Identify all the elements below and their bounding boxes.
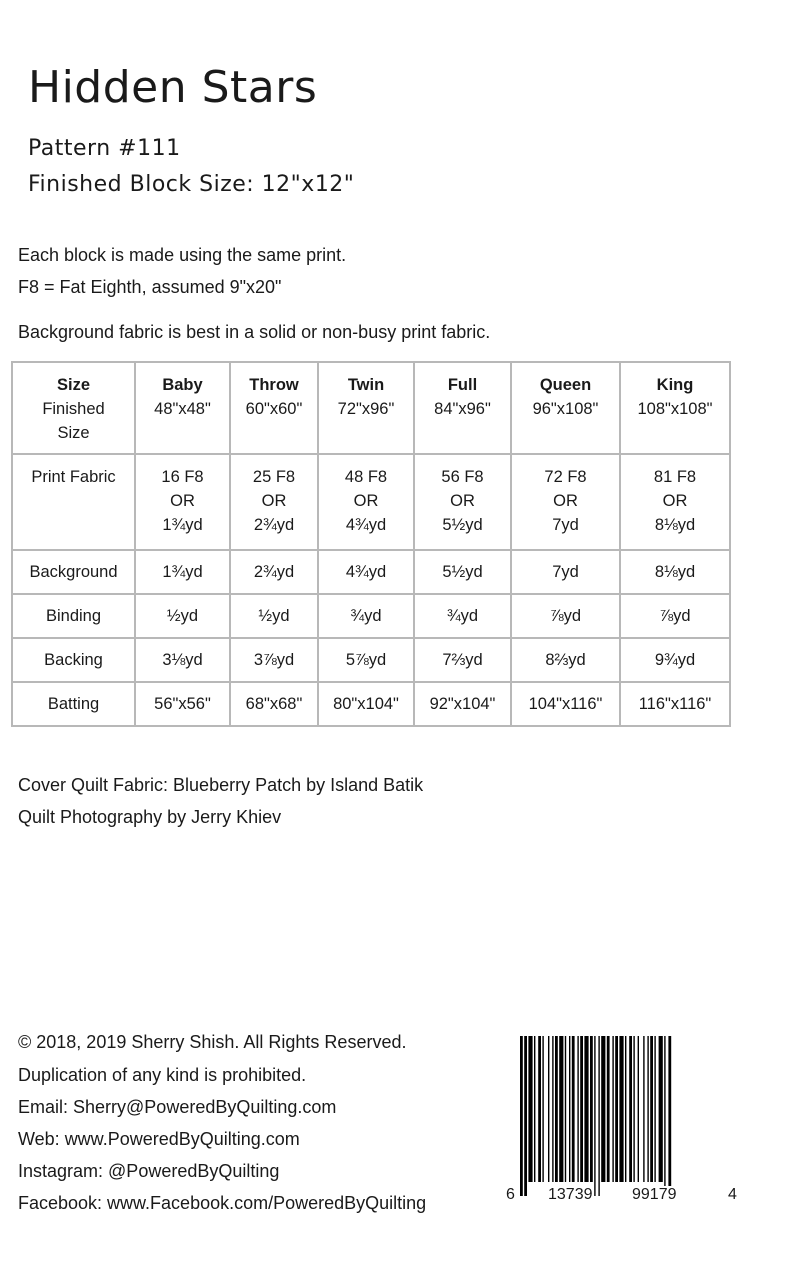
yardage: 5½yd: [442, 516, 483, 534]
facebook-contact: Facebook: www.Facebook.com/PoweredByQuilting: [18, 1193, 427, 1213]
barcode-right-digits: 99179: [632, 1186, 677, 1203]
column-header-baby: [135, 362, 230, 454]
table-cell: 8⅛yd: [620, 550, 730, 594]
column-name: Full: [447, 376, 478, 394]
column-name: Throw: [249, 376, 299, 394]
row-label: Binding: [12, 594, 135, 638]
cover-fabric-credit: Cover Quilt Fabric: Blueberry Patch by Island Batik: [18, 775, 424, 795]
or-text: OR: [450, 492, 475, 510]
barcode-bar: [615, 1036, 618, 1182]
print-fabric-row: [12, 454, 730, 550]
table-cell: 80"x104": [318, 682, 414, 726]
barcode-lead-digit: 6: [506, 1186, 515, 1203]
column-header-queen: [511, 362, 620, 454]
print-fabric-cell: [135, 454, 230, 550]
upc-barcode: [518, 1036, 716, 1196]
barcode-bar: [572, 1036, 575, 1182]
column-name: Twin: [347, 376, 385, 394]
barcode-bar: [601, 1036, 605, 1182]
barcode-bar: [647, 1036, 648, 1182]
table-cell: 92"x104": [414, 682, 511, 726]
f8-count: 48 F8: [344, 468, 388, 486]
table-cell: 9¾yd: [620, 638, 730, 682]
background-row: [12, 550, 730, 594]
column-name: Baby: [162, 376, 203, 394]
column-name: Queen: [539, 376, 592, 394]
table-cell: 56"x56": [135, 682, 230, 726]
row-label: Background: [12, 550, 135, 594]
or-text: OR: [170, 492, 195, 510]
size-header-title: Size: [56, 376, 91, 394]
table-cell: 5⅞yd: [318, 638, 414, 682]
or-text: OR: [261, 492, 287, 510]
barcode-bar: [569, 1036, 570, 1182]
barcode-bar: [538, 1036, 541, 1182]
table-cell: 3⅛yd: [135, 638, 230, 682]
barcode-bar: [577, 1036, 578, 1182]
barcode-bar: [598, 1036, 599, 1196]
barcode-bar: [542, 1036, 543, 1182]
barcode-bar: [619, 1036, 623, 1182]
barcode-bar: [594, 1036, 595, 1196]
row-label: Batting: [12, 682, 135, 726]
column-header-throw: [230, 362, 318, 454]
barcode-bar: [565, 1036, 566, 1182]
binding-row: [12, 594, 730, 638]
barcode-bar: [607, 1036, 610, 1182]
column-name: King: [656, 376, 694, 394]
backing-row: [12, 638, 730, 682]
barcode-bar: [643, 1036, 644, 1182]
copyright-notice: © 2018, 2019 Sherry Shish. All Rights Reserved.: [18, 1032, 407, 1052]
yardage: 7yd: [552, 516, 579, 534]
barcode-bar: [524, 1036, 527, 1196]
table-cell: 4¾yd: [318, 550, 414, 594]
table-cell: 104"x116": [511, 682, 620, 726]
f8-count: 72 F8: [544, 468, 587, 486]
or-text: OR: [553, 492, 578, 510]
barcode-bar: [654, 1036, 655, 1182]
print-fabric-cell: [511, 454, 620, 550]
barcode-bar: [555, 1036, 558, 1182]
row-label: Print Fabric: [12, 454, 135, 550]
table-cell: 68"x68": [230, 682, 318, 726]
column-header-full: [414, 362, 511, 454]
barcode-bar: [552, 1036, 553, 1182]
f8-count: 25 F8: [252, 468, 296, 486]
column-dimension: 108"x108": [637, 400, 713, 418]
table-cell: ⅞yd: [511, 594, 620, 638]
barcode-bar: [590, 1036, 593, 1182]
table-cell: ¾yd: [414, 594, 511, 638]
yardage: 8⅛yd: [654, 516, 696, 534]
finished-block-size: Finished Block Size: 12"x12": [28, 172, 355, 197]
column-dimension: 96"x108": [532, 400, 599, 418]
table-cell: 7yd: [511, 550, 620, 594]
or-text: OR: [662, 492, 688, 510]
column-dimension: 84"x96": [434, 400, 491, 418]
table-cell: 8⅔yd: [511, 638, 620, 682]
f8-count: 16 F8: [161, 468, 204, 486]
barcode-bar: [625, 1036, 626, 1182]
print-fabric-cell: [230, 454, 318, 550]
barcode-bar: [664, 1036, 665, 1196]
column-dimension: 72"x96": [337, 400, 395, 418]
intro-line-fat-eighth: F8 = Fat Eighth, assumed 9"x20": [18, 277, 282, 297]
table-cell: 2¾yd: [230, 550, 318, 594]
barcode-check-digit: 4: [728, 1186, 737, 1203]
barcode-bar: [629, 1036, 632, 1182]
barcode-bar: [580, 1036, 583, 1182]
barcode-left-digits: 13739: [548, 1186, 593, 1203]
pattern-number: Pattern #111: [28, 136, 181, 161]
column-dimension: 60"x60": [245, 400, 303, 418]
intro-line-same-print: Each block is made using the same print.: [18, 245, 347, 265]
photography-credit: Quilt Photography by Jerry Khiev: [18, 807, 282, 827]
yardage-table: [11, 361, 731, 727]
size-header-line: Finished: [42, 400, 105, 418]
barcode-bar: [559, 1036, 563, 1182]
print-fabric-cell: [620, 454, 730, 550]
row-label: Backing: [12, 638, 135, 682]
print-fabric-cell: [414, 454, 511, 550]
or-text: OR: [353, 492, 379, 510]
table-cell: 7⅔yd: [414, 638, 511, 682]
table-cell: 1¾yd: [135, 550, 230, 594]
size-header-cell: [12, 362, 135, 454]
pattern-title: Hidden Stars: [28, 62, 318, 113]
table-cell: 116"x116": [620, 682, 730, 726]
barcode-bar: [534, 1036, 535, 1182]
f8-count: 81 F8: [653, 468, 697, 486]
barcode-bar: [520, 1036, 523, 1196]
table-cell: 3⅞yd: [230, 638, 318, 682]
barcode-bar: [650, 1036, 653, 1182]
table-cell: ¾yd: [318, 594, 414, 638]
table-cell: ⅞yd: [620, 594, 730, 638]
barcode-bar: [633, 1036, 634, 1182]
table-cell: 5½yd: [414, 550, 511, 594]
yardage: 1¾yd: [162, 516, 203, 534]
table-cell: ½yd: [135, 594, 230, 638]
barcode-bar: [612, 1036, 613, 1182]
size-header-line: Size: [57, 424, 90, 442]
yardage: 4¾yd: [345, 516, 387, 534]
barcode-bar: [659, 1036, 663, 1182]
barcode-bar: [548, 1036, 549, 1182]
duplication-notice: Duplication of any kind is prohibited.: [18, 1065, 307, 1085]
table-cell: ½yd: [230, 594, 318, 638]
intro-line-background: Background fabric is best in a solid or non-busy print fabric.: [18, 322, 491, 342]
barcode-bar: [668, 1036, 671, 1196]
column-header-twin: [318, 362, 414, 454]
instagram-contact: Instagram: @PoweredByQuilting: [18, 1161, 280, 1181]
batting-row: [12, 682, 730, 726]
barcode-bar: [528, 1036, 532, 1182]
barcode-bar: [638, 1036, 639, 1182]
f8-count: 56 F8: [441, 468, 484, 486]
column-header-king: [620, 362, 730, 454]
barcode-bar: [584, 1036, 588, 1182]
web-contact: Web: www.PoweredByQuilting.com: [18, 1129, 300, 1149]
size-header-row: [12, 362, 730, 454]
column-dimension: 48"x48": [154, 400, 211, 418]
email-contact: Email: Sherry@PoweredByQuilting.com: [18, 1097, 337, 1117]
print-fabric-cell: [318, 454, 414, 550]
yardage: 2¾yd: [253, 516, 295, 534]
